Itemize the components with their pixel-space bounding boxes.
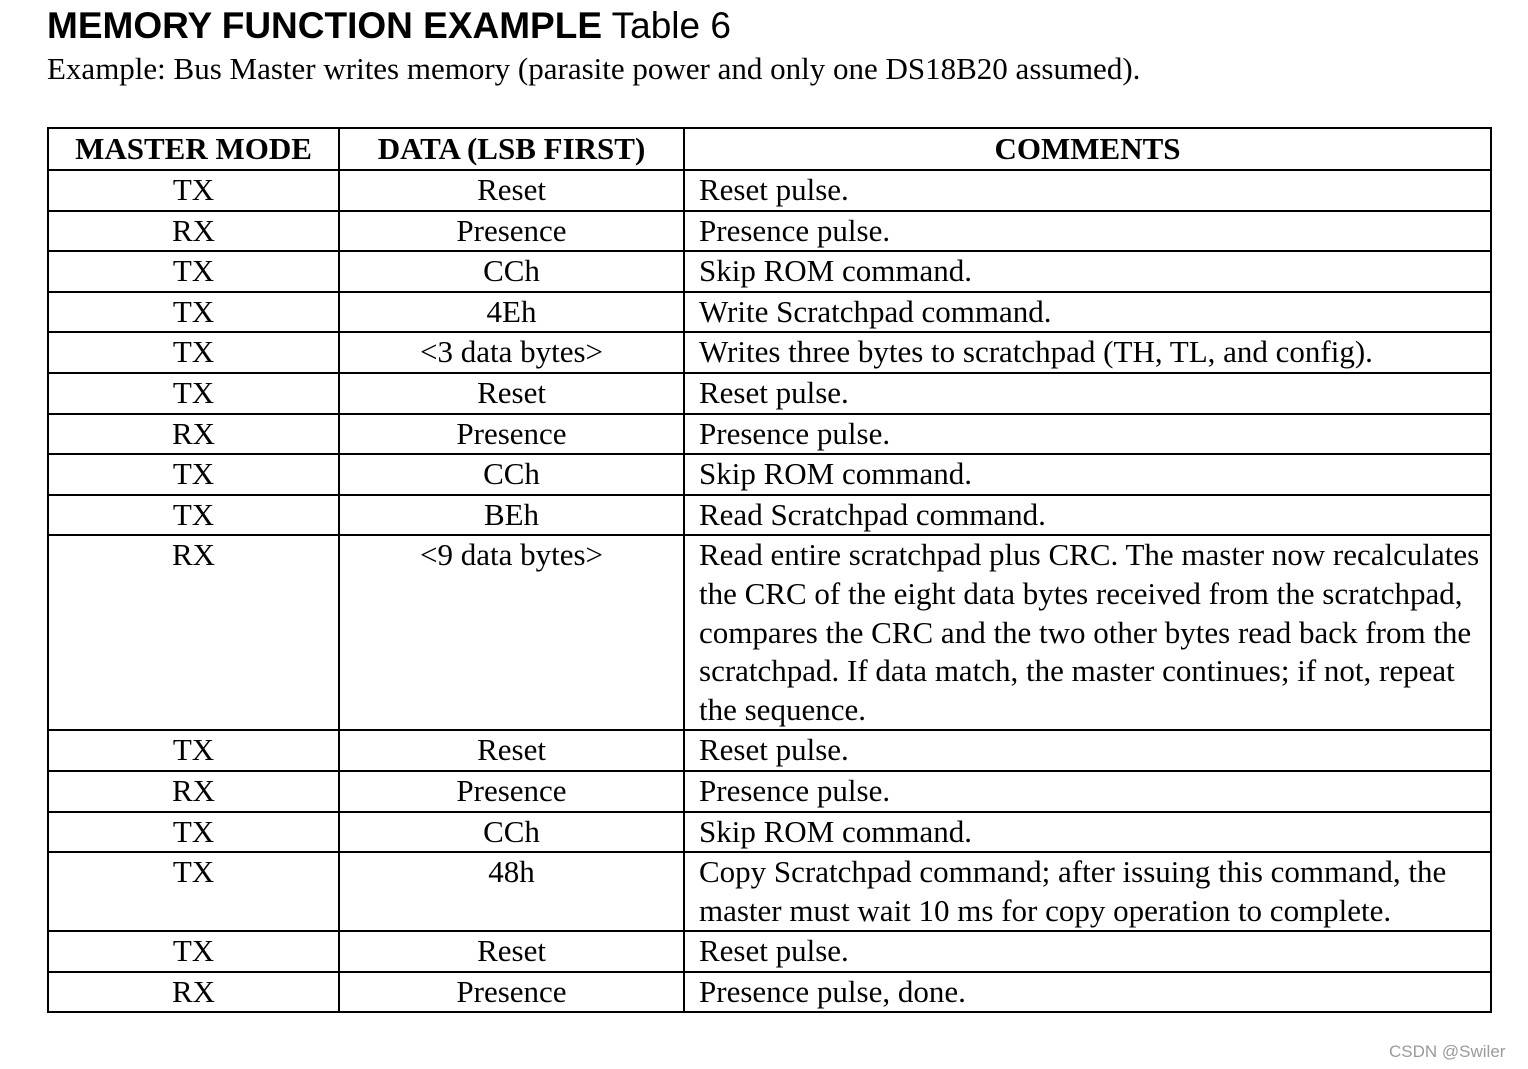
cell-data: Reset [339, 170, 684, 211]
cell-master-mode: TX [48, 931, 339, 972]
table-body [48, 170, 1491, 1012]
cell-data: 48h [339, 852, 684, 931]
cell-comment: Reset pulse. [684, 373, 1491, 414]
table-row [48, 852, 1491, 931]
watermark: CSDN @Swiler [1389, 1042, 1506, 1061]
cell-data: CCh [339, 251, 684, 292]
cell-data: CCh [339, 454, 684, 495]
title-bold: MEMORY FUNCTION EXAMPLE [47, 5, 603, 46]
cell-comment: Skip ROM command. [684, 812, 1491, 853]
table-row [48, 373, 1491, 414]
cell-master-mode: TX [48, 812, 339, 853]
table-row [48, 771, 1491, 812]
header-master-mode: MASTER MODE [48, 128, 339, 170]
cell-master-mode: TX [48, 251, 339, 292]
table-row [48, 812, 1491, 853]
cell-data: Reset [339, 931, 684, 972]
cell-comment: Presence pulse. [684, 414, 1491, 455]
cell-data: Presence [339, 211, 684, 252]
cell-comment: Read entire scratchpad plus CRC. The master now recalculates the CRC of the eight data bytes received from the scratchpad, compares the CRC and the two other bytes read back from the scratchpad. If data match, the master continues; if not, repeat the sequence. [684, 535, 1491, 730]
title-table-number: Table 6 [602, 5, 731, 46]
table-row [48, 170, 1491, 211]
table-row [48, 730, 1491, 771]
header-comments: COMMENTS [684, 128, 1491, 170]
cell-master-mode: TX [48, 292, 339, 333]
cell-master-mode: TX [48, 852, 339, 931]
cell-comment: Skip ROM command. [684, 251, 1491, 292]
cell-comment: Presence pulse. [684, 771, 1491, 812]
cell-master-mode: RX [48, 535, 339, 730]
cell-master-mode: TX [48, 495, 339, 536]
cell-data: Presence [339, 972, 684, 1013]
cell-comment: Reset pulse. [684, 170, 1491, 211]
table-row [48, 972, 1491, 1013]
cell-master-mode: RX [48, 414, 339, 455]
table-header-row [48, 128, 1491, 170]
cell-comment: Presence pulse. [684, 211, 1491, 252]
cell-comment: Reset pulse. [684, 931, 1491, 972]
cell-data: <3 data bytes> [339, 332, 684, 373]
cell-comment: Reset pulse. [684, 730, 1491, 771]
memory-function-table [47, 127, 1492, 1013]
cell-master-mode: RX [48, 771, 339, 812]
table-row [48, 332, 1491, 373]
cell-data: Presence [339, 414, 684, 455]
table-row [48, 931, 1491, 972]
cell-comment: Skip ROM command. [684, 454, 1491, 495]
cell-master-mode: RX [48, 972, 339, 1013]
cell-comment: Presence pulse, done. [684, 972, 1491, 1013]
table-row [48, 414, 1491, 455]
cell-comment: Writes three bytes to scratchpad (TH, TL, and config). [684, 332, 1491, 373]
cell-master-mode: TX [48, 730, 339, 771]
cell-data: <9 data bytes> [339, 535, 684, 730]
cell-data: CCh [339, 812, 684, 853]
table-row [48, 454, 1491, 495]
cell-comment: Read Scratchpad command. [684, 495, 1491, 536]
cell-data: Presence [339, 771, 684, 812]
cell-data: Reset [339, 373, 684, 414]
cell-data: 4Eh [339, 292, 684, 333]
table-row [48, 211, 1491, 252]
page-title [47, 4, 731, 48]
cell-master-mode: TX [48, 373, 339, 414]
cell-comment: Write Scratchpad command. [684, 292, 1491, 333]
header-data-lsb-first: DATA (LSB FIRST) [339, 128, 684, 170]
table-row [48, 292, 1491, 333]
cell-comment: Copy Scratchpad command; after issuing this command, the master must wait 10 ms for copy operation to complete. [684, 852, 1491, 931]
table-row [48, 535, 1491, 730]
cell-data: BEh [339, 495, 684, 536]
table-row [48, 251, 1491, 292]
example-description: Example: Bus Master writes memory (parasite power and only one DS18B20 assumed). [47, 51, 1141, 86]
cell-master-mode: TX [48, 332, 339, 373]
cell-master-mode: TX [48, 454, 339, 495]
cell-master-mode: RX [48, 211, 339, 252]
table-row [48, 495, 1491, 536]
cell-data: Reset [339, 730, 684, 771]
cell-master-mode: TX [48, 170, 339, 211]
